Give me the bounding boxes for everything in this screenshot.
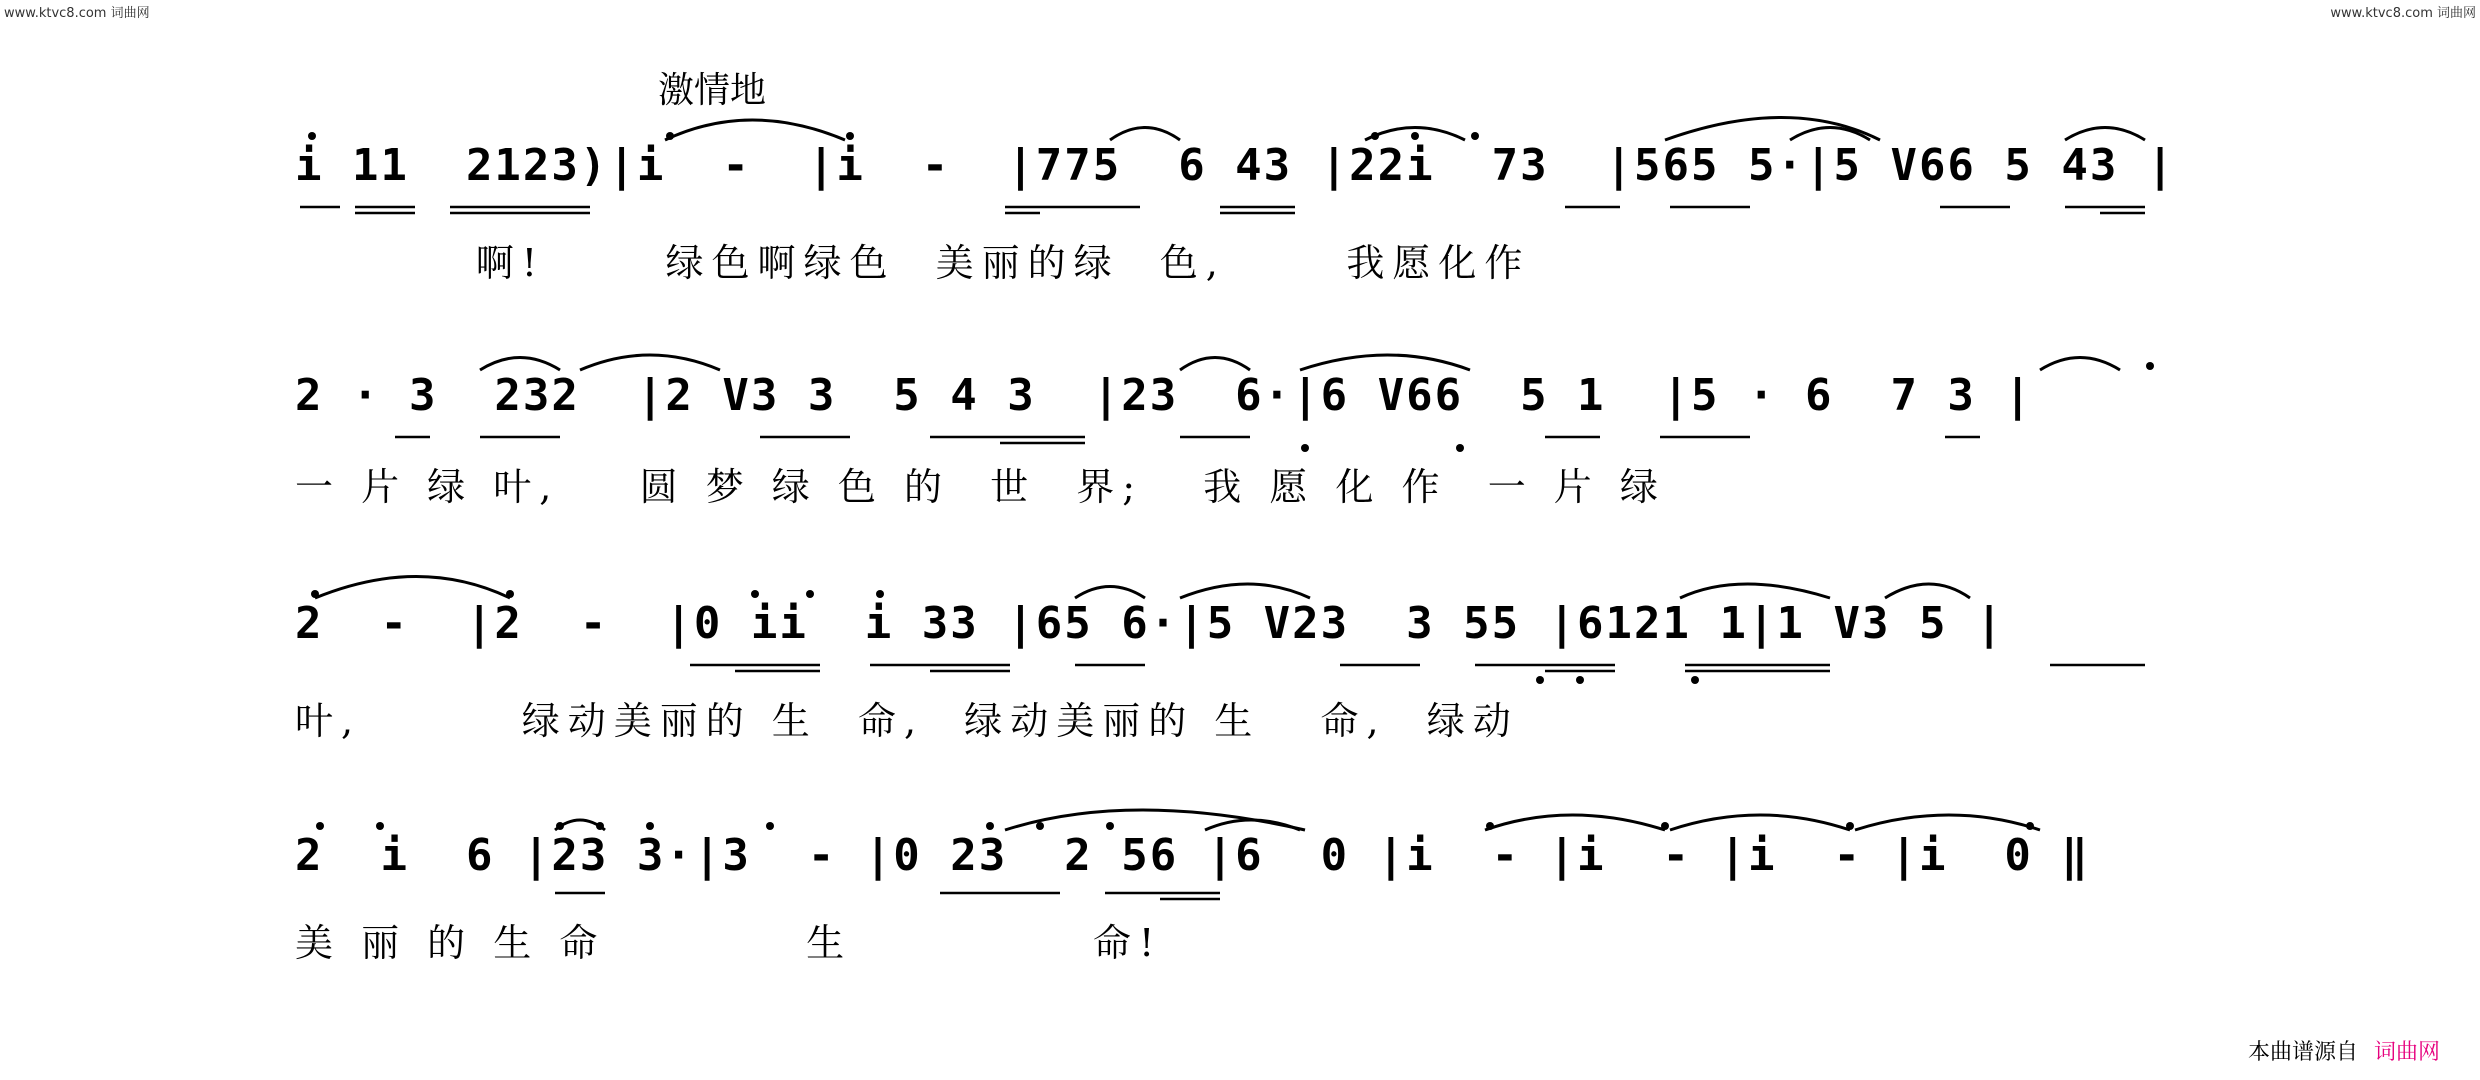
watermark-left: www.ktvc8.com 词曲网 [4,6,150,21]
footer [2248,1035,2440,1066]
system-2-notes: 2 · 3 232 |2 V3 3 5 4 3 |23 6·|6 V66 5 1 |5 · 6 7 3 | [295,370,2033,421]
slur [1110,128,1180,141]
slur [1180,584,1310,598]
system-4-lyrics: 美 丽 的 生 命 生 命! [295,921,1163,965]
slur [1665,118,1880,141]
footer-brand[interactable]: 词曲网 [2373,1040,2440,1065]
slur [1075,587,1145,599]
slur [1300,355,1470,370]
slur [1680,584,1830,598]
slur [555,820,605,830]
system-3-lyrics: 叶, 绿动美丽的 生 命, 绿动美丽的 生 命, 绿动 [295,699,1519,743]
slur [1485,815,1665,830]
footer-source: 本曲谱源自 [2247,1040,2358,1065]
slur [1670,815,1850,830]
slur [2040,358,2120,371]
slur [315,577,510,599]
slur [580,355,720,370]
system-1-notes: i 11 2123)|i - |i - |775 6 43 |22i 73 |565 5·|5 V66 5 43 | [295,140,2176,191]
slur [1790,128,1870,141]
slur [1855,815,2040,830]
slur [2065,128,2145,141]
tempo-mark: 激情地 [658,70,767,111]
slur [1205,820,1300,830]
slur [1005,810,1305,830]
slur [1365,128,1465,141]
slur [1180,358,1250,371]
system-3-notes: 2 - |2 - |0 ii i 33 |65 6·|5 V23 3 55 |6121 1|1 V3 5 | [295,598,2005,649]
system-1-lyrics: 啊! 绿色啊绿色 美丽的绿 色, 我愿化作 [295,241,1531,285]
system-2-lyrics: 一 片 绿 叶, 圆 梦 绿 色 的 世 界; 我 愿 化 作 一 片 绿 [295,465,1666,509]
slur [480,358,560,371]
watermark-right: www.ktvc8.com 词曲网 [2330,6,2476,21]
slur [665,120,845,140]
slur [1885,584,1970,598]
system-4-notes: 2 i 6 |23 3·|3 - |0 23 2 56 |6 0 |i - |i - |i - |i 0 ‖ [295,830,2090,881]
